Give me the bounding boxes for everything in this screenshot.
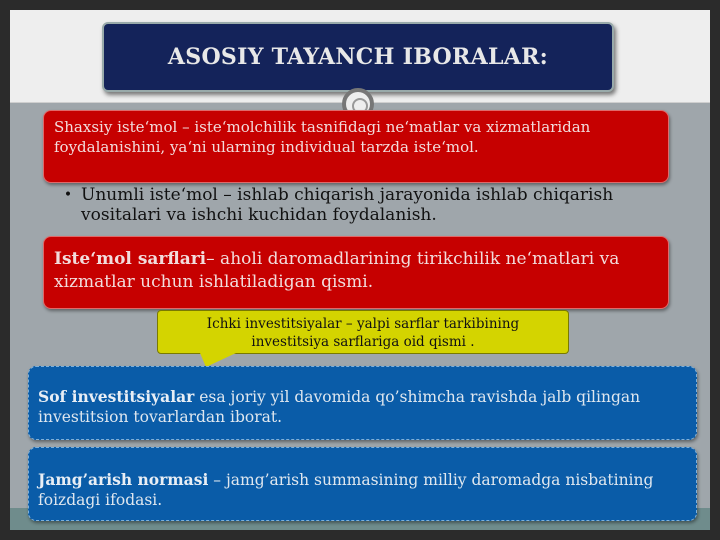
callout-pointer — [200, 353, 236, 367]
definition-text: – aholi daromadlarining tirikchilik ne‘matlari va xizmatlar uchun ishlatiladigan qismi. — [54, 249, 620, 292]
slide-title — [102, 22, 614, 92]
slide-title-text: ASOSIY TAYANCH IBORALAR: — [167, 44, 549, 70]
definition-box-net-investment — [28, 366, 697, 440]
slide — [10, 10, 710, 530]
definition-term: Jamg’arish normasi — [38, 470, 209, 489]
bullet-text: Unumli iste‘mol – ishlab chiqarish jarayonida ishlab chiqarish vositalari va ishchi kuchidan foydalanish. — [81, 185, 614, 225]
bullet-item — [55, 185, 655, 225]
definition-box-savings-rate — [28, 447, 697, 521]
definition-text: Shaxsiy iste‘mol – iste‘molchilik tasnifidagi ne‘matlar va xizmatlaridan foydalanishini, ya‘ni ularning individual tarzda iste‘mol. — [54, 118, 591, 156]
bullet-icon: • — [63, 187, 73, 203]
definition-box-consumption-expenses — [43, 236, 669, 309]
definition-text: – jamg’arish summasining milliy daromadga nisbatining foizdagi ifodasi. — [38, 471, 654, 509]
definition-term: Iste‘mol sarflari — [54, 249, 207, 269]
definition-text: esa joriy yil davomida qo’shimcha ravishda jalb qilingan investitsion tovarlardan iborat. — [38, 388, 641, 426]
callout-box — [157, 310, 569, 354]
definition-term: Sof investitsiyalar — [38, 387, 195, 406]
callout-text: Ichki investitsiyalar – yalpi sarflar tarkibining investitsiya sarflariga oid qismi . — [206, 316, 520, 350]
definition-box-personal-consumption — [43, 110, 669, 183]
